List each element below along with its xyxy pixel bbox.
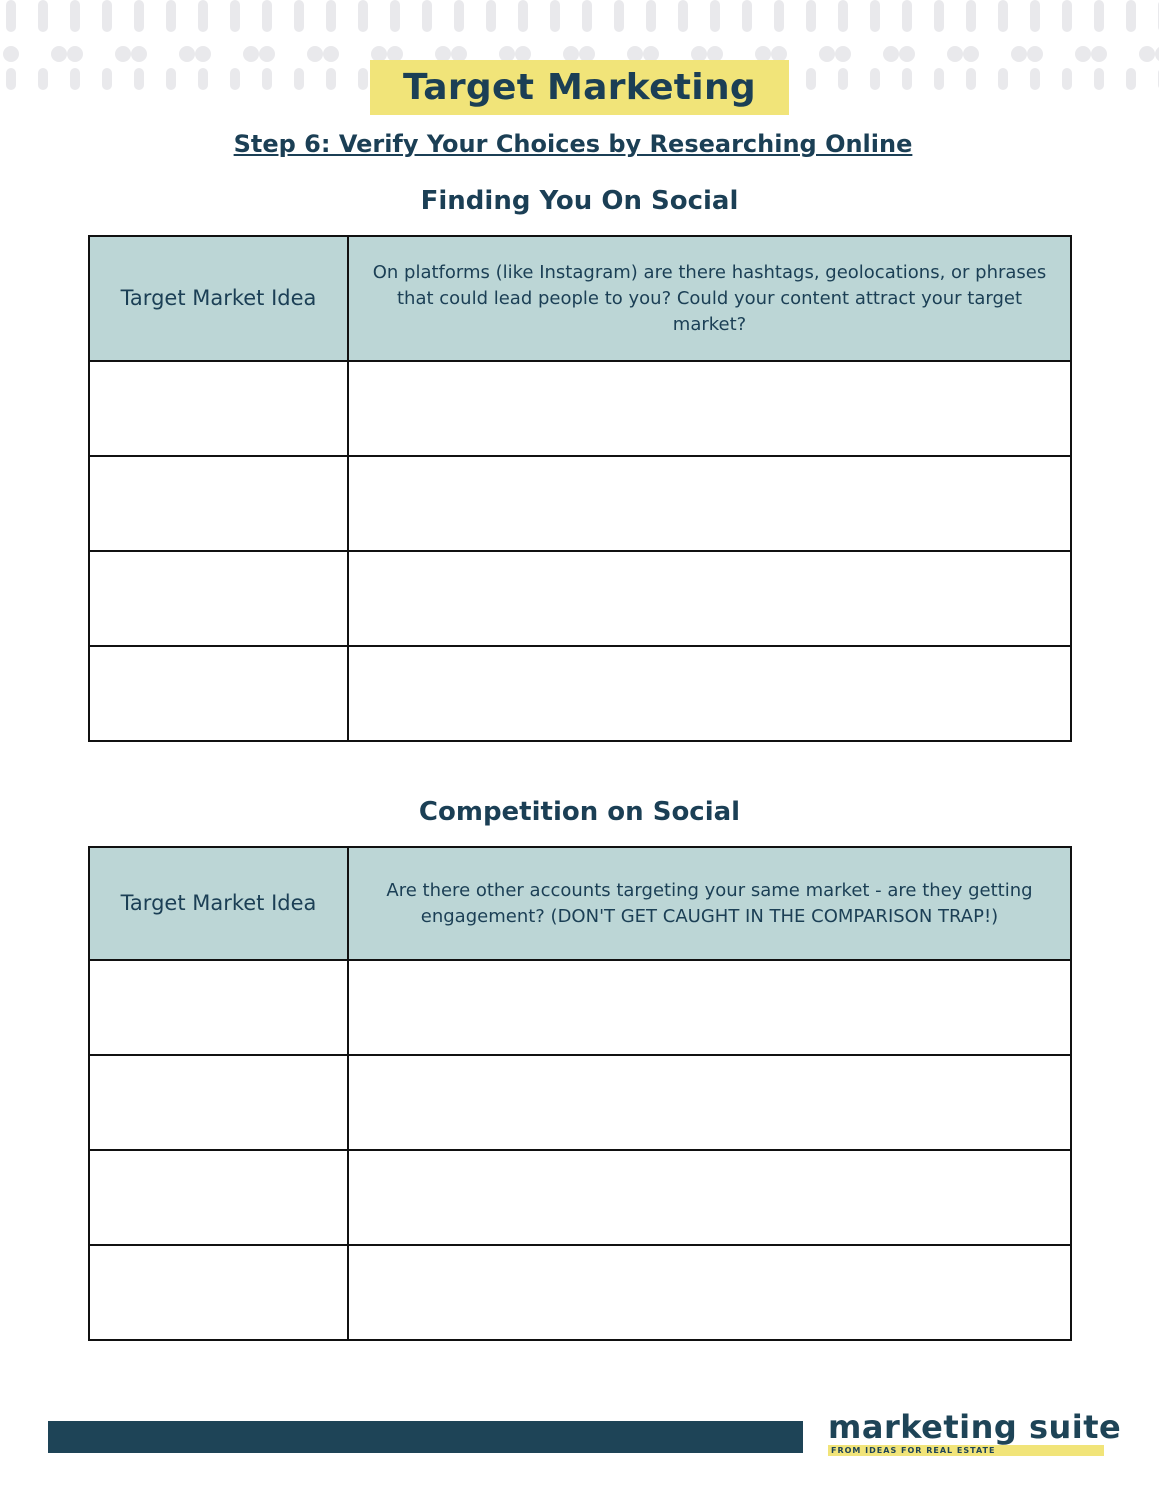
pattern-bar (102, 68, 112, 90)
pattern-dot (1075, 46, 1091, 62)
brand-tagline: FROM IDEAS FOR REAL ESTATE (831, 1446, 996, 1455)
pattern-bar (486, 0, 496, 32)
pattern-bar (1062, 68, 1072, 90)
pattern-bar (230, 68, 240, 90)
finding-you-table (88, 235, 1072, 742)
pattern-bar (294, 0, 304, 32)
pattern-bar (870, 0, 880, 32)
pattern-bar (134, 68, 144, 90)
title-banner (370, 60, 789, 115)
pattern-bar (262, 0, 272, 32)
pattern-bar (230, 0, 240, 32)
answer-cell[interactable] (348, 551, 1071, 646)
answer-cell[interactable] (348, 1150, 1071, 1245)
pattern-bar (518, 0, 528, 32)
pattern-dot (67, 46, 83, 62)
pattern-dot (819, 46, 835, 62)
target-market-cell[interactable] (89, 1245, 348, 1340)
pattern-dot (115, 46, 131, 62)
pattern-bar (998, 68, 1008, 90)
pattern-bar (1094, 68, 1104, 90)
pattern-dot (1011, 46, 1027, 62)
section-title-finding: Finding You On Social (420, 186, 739, 216)
target-market-cell[interactable] (89, 456, 348, 551)
pattern-bar (966, 0, 976, 32)
pattern-bar (294, 68, 304, 90)
pattern-bar (102, 0, 112, 32)
pattern-bar (70, 0, 80, 32)
answer-cell[interactable] (348, 1055, 1071, 1150)
column-header-target-market: Target Market Idea (89, 236, 348, 361)
column-header-target-market: Target Market Idea (89, 847, 348, 960)
answer-cell[interactable] (348, 960, 1071, 1055)
pattern-dot (963, 46, 979, 62)
pattern-bar (198, 68, 208, 90)
pattern-bar (1126, 68, 1136, 90)
pattern-bar (710, 0, 720, 32)
pattern-bar (806, 0, 816, 32)
pattern-bar (70, 68, 80, 90)
table-row (89, 1245, 1071, 1340)
page-title: Target Marketing (403, 67, 756, 108)
target-market-cell[interactable] (89, 1150, 348, 1245)
pattern-bar (6, 0, 16, 32)
pattern-dot (51, 46, 67, 62)
pattern-bar (1094, 0, 1104, 32)
pattern-bar (422, 0, 432, 32)
target-market-cell[interactable] (89, 646, 348, 741)
pattern-dot (195, 46, 211, 62)
pattern-bar (646, 0, 656, 32)
pattern-bar (1030, 0, 1040, 32)
section-title-competition: Competition on Social (418, 797, 741, 827)
pattern-bar (614, 0, 624, 32)
pattern-dot (1155, 46, 1159, 62)
target-market-cell[interactable] (89, 361, 348, 456)
pattern-bar (134, 0, 144, 32)
pattern-bar (1030, 68, 1040, 90)
answer-cell[interactable] (348, 361, 1071, 456)
brand-logo: marketing suite (828, 1408, 1122, 1446)
pattern-dot (131, 46, 147, 62)
pattern-bar (678, 0, 688, 32)
pattern-bar (326, 0, 336, 32)
answer-cell[interactable] (348, 456, 1071, 551)
pattern-bar (998, 0, 1008, 32)
pattern-bar (198, 0, 208, 32)
table-row (89, 960, 1071, 1055)
pattern-bar (38, 68, 48, 90)
answer-cell[interactable] (348, 646, 1071, 741)
footer-bar (48, 1421, 803, 1453)
column-header-question: On platforms (like Instagram) are there hashtags, geolocations, or phrases that could lead people to you? Could your content attract your target market? (348, 236, 1071, 361)
answer-cell[interactable] (348, 1245, 1071, 1340)
target-market-cell[interactable] (89, 1055, 348, 1150)
pattern-bar (870, 68, 880, 90)
pattern-bar (454, 0, 464, 32)
table-header-row (89, 236, 1071, 361)
competition-table (88, 846, 1072, 1341)
pattern-bar (774, 0, 784, 32)
pattern-bar (838, 68, 848, 90)
pattern-bar (902, 0, 912, 32)
pattern-bar (38, 0, 48, 32)
pattern-bar (934, 0, 944, 32)
pattern-bar (358, 0, 368, 32)
pattern-dot (179, 46, 195, 62)
table-row (89, 1055, 1071, 1150)
step-heading: Step 6: Verify Your Choices by Researching Online (233, 130, 913, 158)
pattern-dot (1091, 46, 1107, 62)
pattern-dot (1139, 46, 1155, 62)
pattern-bar (326, 68, 336, 90)
pattern-bar (1062, 0, 1072, 32)
target-market-cell[interactable] (89, 960, 348, 1055)
pattern-dot (947, 46, 963, 62)
pattern-bar (6, 68, 16, 90)
pattern-dot (899, 46, 915, 62)
pattern-dot (307, 46, 323, 62)
table-header-row (89, 847, 1071, 960)
target-market-cell[interactable] (89, 551, 348, 646)
pattern-dot (259, 46, 275, 62)
pattern-dot (323, 46, 339, 62)
table-row (89, 361, 1071, 456)
column-header-question: Are there other accounts targeting your same market - are they getting engagement? (DON'T GET CAUGHT IN THE COMPARISON TRAP!) (348, 847, 1071, 960)
pattern-bar (166, 0, 176, 32)
pattern-bar (358, 68, 368, 90)
pattern-dot (883, 46, 899, 62)
pattern-bar (838, 0, 848, 32)
pattern-bar (806, 68, 816, 90)
pattern-bar (1126, 0, 1136, 32)
table-row (89, 551, 1071, 646)
pattern-bar (390, 0, 400, 32)
pattern-dot (835, 46, 851, 62)
pattern-bar (934, 68, 944, 90)
table-row (89, 1150, 1071, 1245)
pattern-dot (3, 46, 19, 62)
pattern-bar (550, 0, 560, 32)
pattern-bar (742, 0, 752, 32)
table-row (89, 456, 1071, 551)
pattern-bar (166, 68, 176, 90)
pattern-bar (902, 68, 912, 90)
pattern-dot (1027, 46, 1043, 62)
pattern-bar (582, 0, 592, 32)
table-row (89, 646, 1071, 741)
pattern-bar (262, 68, 272, 90)
pattern-bar (966, 68, 976, 90)
pattern-dot (243, 46, 259, 62)
